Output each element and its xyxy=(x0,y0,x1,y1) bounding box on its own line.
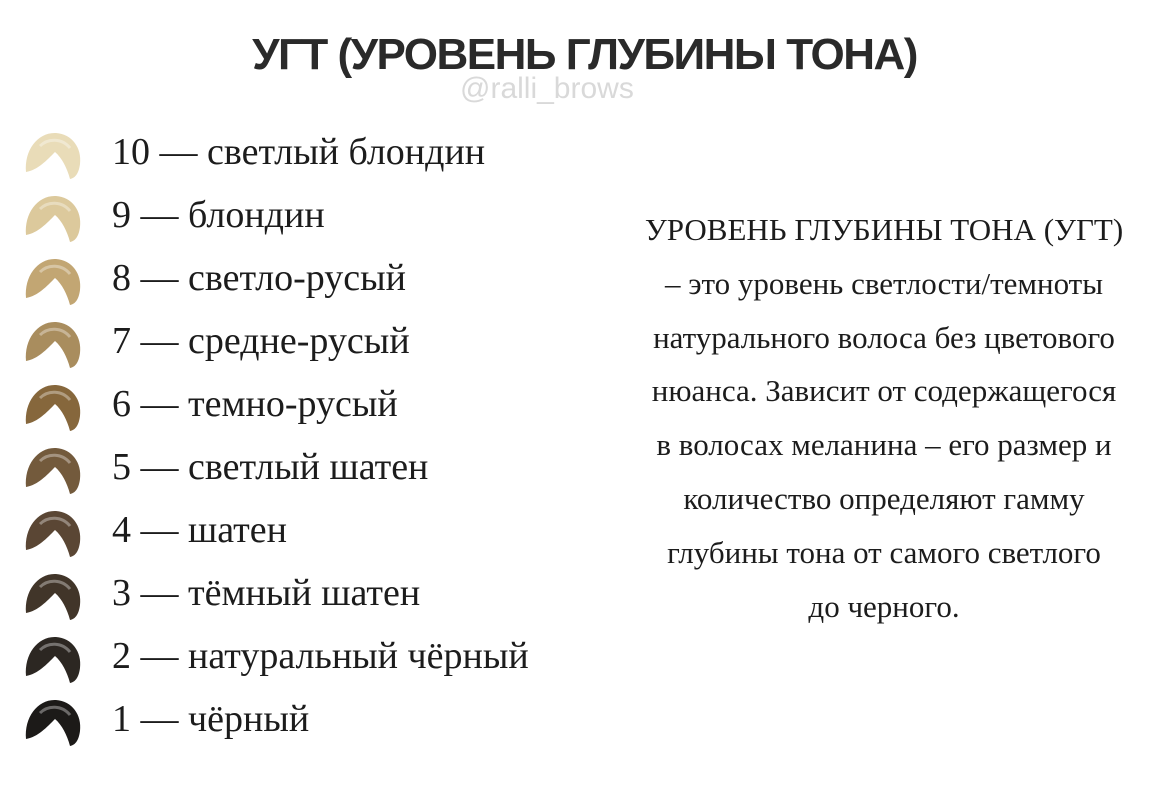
description-line: в волосах меланина – его размер и xyxy=(656,427,1112,463)
tone-level-label: 1 — чёрный xyxy=(112,698,310,740)
description-line: – это уровень светлости/темноты xyxy=(664,265,1104,301)
description-block xyxy=(610,203,1158,633)
hair-swatch-icon xyxy=(22,695,84,749)
tone-level-label: 5 — светлый шатен xyxy=(112,446,429,488)
description-line: УРОВЕНЬ ГЛУБИНЫ ТОНА (УГТ) xyxy=(644,212,1124,247)
hair-swatch-icon xyxy=(22,506,84,560)
hair-swatch-icon xyxy=(22,569,84,623)
description-line: количество определяют гамму xyxy=(683,480,1085,516)
watermark: @ralli_brows xyxy=(460,72,634,105)
tone-level-8 xyxy=(22,252,622,308)
tone-level-9 xyxy=(22,189,622,245)
tone-level-1 xyxy=(22,693,622,749)
hair-swatch-icon xyxy=(22,254,84,308)
hair-swatch-icon xyxy=(22,191,84,245)
tone-level-label: 6 — темно-русый xyxy=(112,383,398,425)
description-line: натурального волоса без цветового xyxy=(653,319,1115,355)
tone-level-10 xyxy=(22,126,622,182)
tone-level-7 xyxy=(22,315,622,371)
hair-swatch-icon xyxy=(22,128,84,182)
hair-swatch-icon xyxy=(22,443,84,497)
tone-level-label: 3 — тёмный шатен xyxy=(112,572,421,614)
description-line: глубины тона от самого светлого xyxy=(667,534,1101,570)
tone-level-5 xyxy=(22,441,622,497)
tone-level-label: 10 — светлый блондин xyxy=(112,131,486,173)
page-title: УГТ (УРОВЕНЬ ГЛУБИНЫ ТОНА) xyxy=(252,30,917,79)
hair-swatch-icon xyxy=(22,632,84,686)
hair-swatch-icon xyxy=(22,317,84,371)
tone-level-2 xyxy=(22,630,622,686)
description-line: нюанса. Зависит от содержащегося xyxy=(651,373,1117,409)
tone-level-label: 7 — средне-русый xyxy=(112,320,410,362)
tone-level-3 xyxy=(22,567,622,623)
tone-level-4 xyxy=(22,504,622,560)
tone-level-label: 9 — блондин xyxy=(112,194,325,236)
description-line: до черного. xyxy=(808,588,960,624)
tone-level-label: 4 — шатен xyxy=(112,509,287,551)
tone-level-6 xyxy=(22,378,622,434)
tone-level-label: 2 — натуральный чёрный xyxy=(112,635,529,677)
hair-swatch-icon xyxy=(22,380,84,434)
tone-level-label: 8 — светло-русый xyxy=(112,257,406,299)
